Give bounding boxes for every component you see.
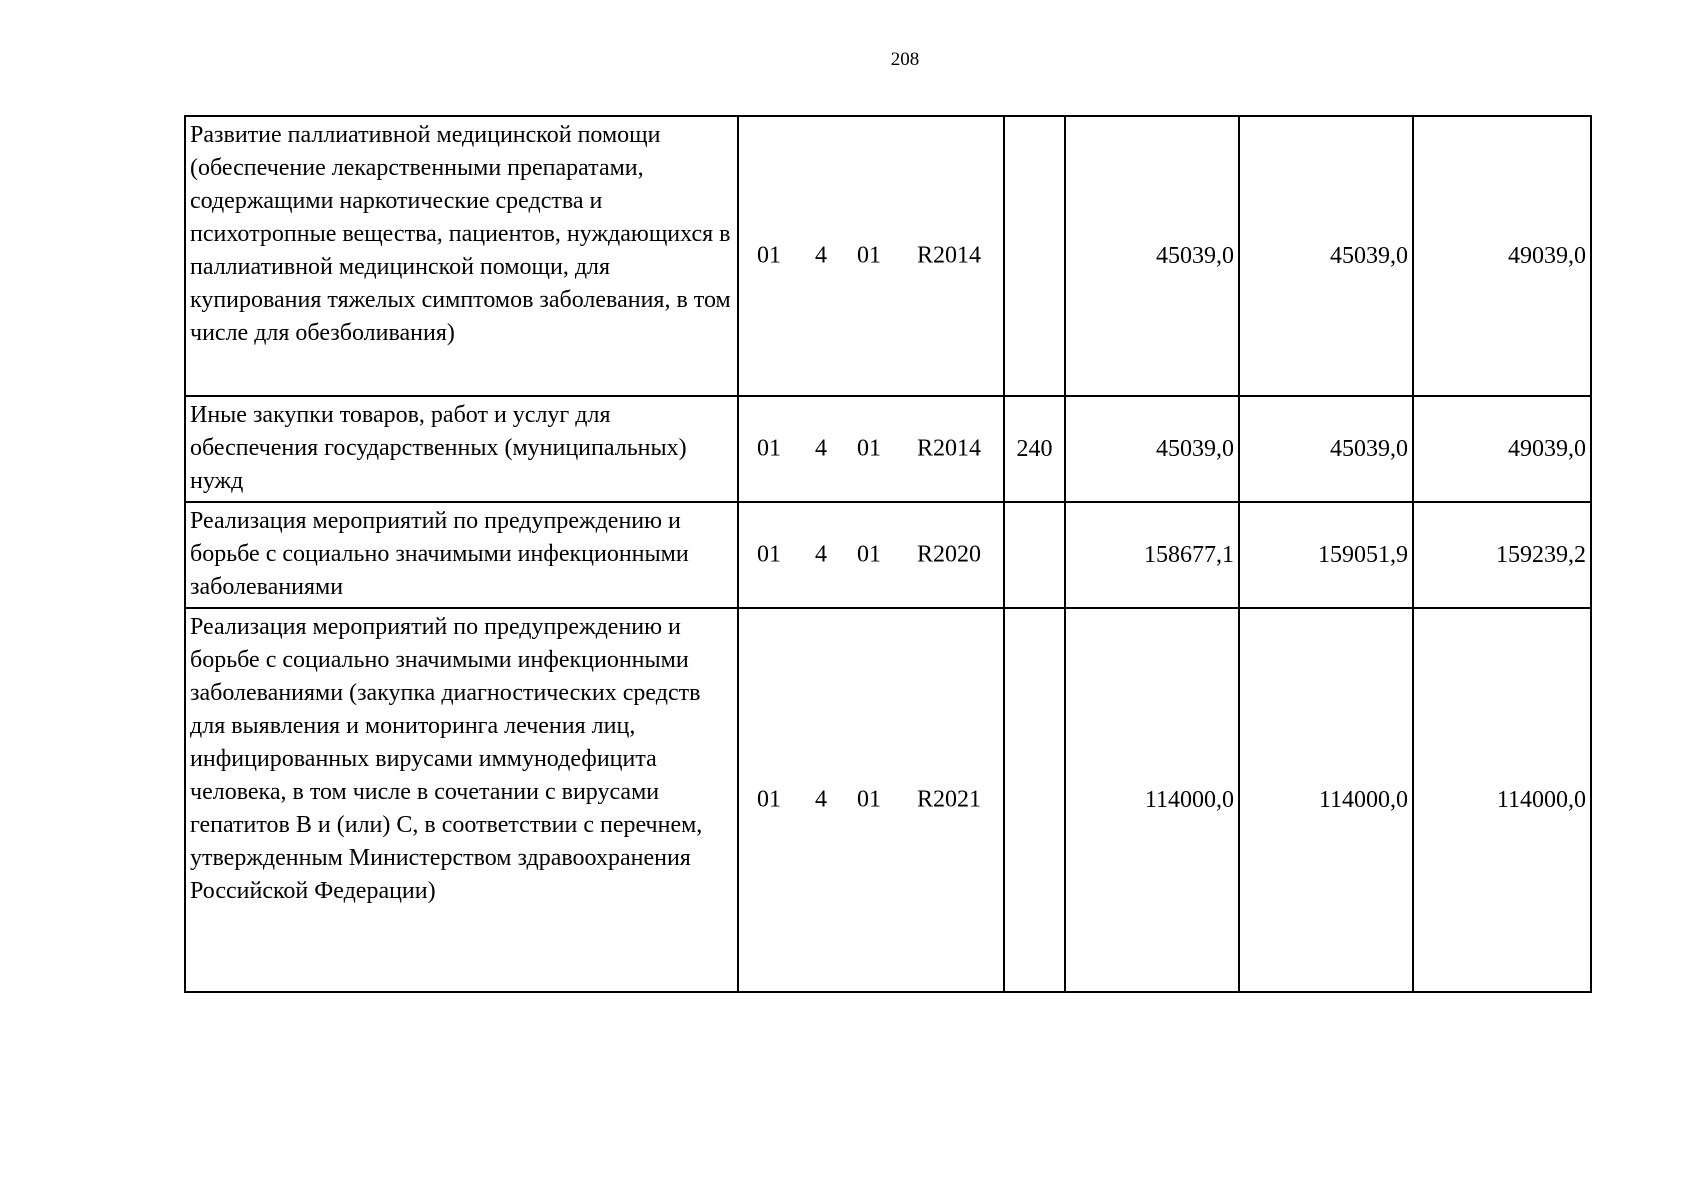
row-description: Реализация мероприятий по предупреждению и борьбе с социально значимыми инфекционными заболеваниями bbox=[185, 502, 738, 608]
amount-year-2: 114000,0 bbox=[1239, 608, 1413, 992]
program-code: 01 bbox=[757, 786, 781, 813]
program-code: 01 bbox=[757, 242, 781, 269]
table-row bbox=[185, 396, 1591, 502]
direction-code: R2020 bbox=[917, 541, 982, 568]
row-description: Реализация мероприятий по предупреждению и борьбе с социально значимыми инфекционными заболеваниями (закупка диагностических средств для выявления и мониторинга лечения лиц, инфицированных вирусами иммунодефицита человека, в том числе в сочетании с вирусами гепатитов B и (или) C, в соответствии с перечнем, утвержденным Министерством здравоохранения Российской Федерации) bbox=[185, 608, 738, 992]
amount-year-2: 45039,0 bbox=[1239, 116, 1413, 396]
table-row bbox=[185, 502, 1591, 608]
classification-codes-cell bbox=[738, 502, 1004, 608]
main-event-code: 01 bbox=[857, 541, 881, 568]
program-code: 01 bbox=[757, 541, 781, 568]
program-code: 01 bbox=[757, 435, 781, 462]
row-description: Иные закупки товаров, работ и услуг для обеспечения государственных (муниципальных) нужд bbox=[185, 396, 738, 502]
subprogram-code: 4 bbox=[815, 786, 827, 813]
main-event-code: 01 bbox=[857, 786, 881, 813]
classification-codes-cell bbox=[738, 396, 1004, 502]
amount-year-3: 49039,0 bbox=[1413, 396, 1591, 502]
expense-type-code bbox=[1004, 608, 1065, 992]
expense-type-code bbox=[1004, 502, 1065, 608]
main-event-code: 01 bbox=[857, 242, 881, 269]
budget-table bbox=[184, 115, 1592, 993]
classification-codes-cell bbox=[738, 608, 1004, 992]
subprogram-code: 4 bbox=[815, 541, 827, 568]
amount-year-2: 45039,0 bbox=[1239, 396, 1413, 502]
amount-year-3: 114000,0 bbox=[1413, 608, 1591, 992]
amount-year-1: 45039,0 bbox=[1065, 116, 1239, 396]
subprogram-code: 4 bbox=[815, 435, 827, 462]
expense-type-code bbox=[1004, 116, 1065, 396]
row-description: Развитие паллиативной медицинской помощи (обеспечение лекарственными препаратами, содержащими наркотические средства и психотропные вещества, пациентов, нуждающихся в паллиативной медицинской помощи, для купирования тяжелых симптомов заболевания, в том числе для обезболивания) bbox=[185, 116, 738, 396]
amount-year-3: 49039,0 bbox=[1413, 116, 1591, 396]
table-row bbox=[185, 116, 1591, 396]
subprogram-code: 4 bbox=[815, 242, 827, 269]
main-event-code: 01 bbox=[857, 435, 881, 462]
amount-year-1: 158677,1 bbox=[1065, 502, 1239, 608]
amount-year-3: 159239,2 bbox=[1413, 502, 1591, 608]
table-row bbox=[185, 608, 1591, 992]
page-number: 208 bbox=[890, 49, 920, 70]
expense-type-code: 240 bbox=[1004, 396, 1065, 502]
amount-year-2: 159051,9 bbox=[1239, 502, 1413, 608]
amount-year-1: 114000,0 bbox=[1065, 608, 1239, 992]
direction-code: R2021 bbox=[917, 786, 982, 813]
amount-year-1: 45039,0 bbox=[1065, 396, 1239, 502]
direction-code: R2014 bbox=[917, 435, 982, 462]
direction-code: R2014 bbox=[917, 242, 982, 269]
classification-codes-cell bbox=[738, 116, 1004, 396]
